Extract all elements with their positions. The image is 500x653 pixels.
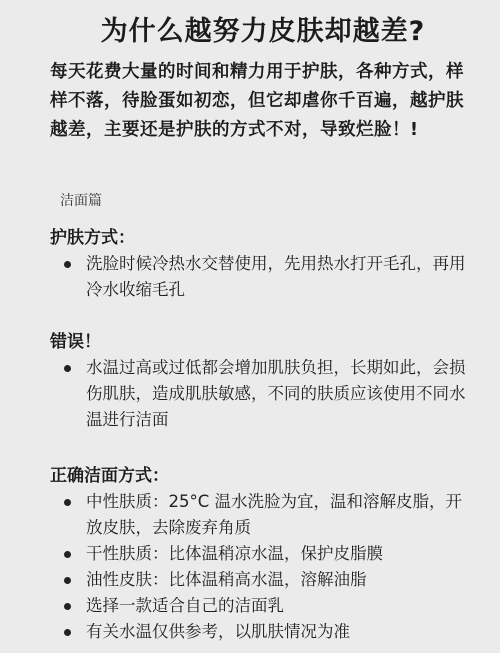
error-list — [50, 355, 476, 433]
bullet-dot-icon — [64, 577, 71, 584]
correct-heading: 正确洁面方式： — [50, 466, 169, 486]
bullet-dot-icon — [64, 603, 71, 610]
bullet-dot-icon — [64, 499, 71, 506]
bullet-dot-icon — [64, 551, 71, 558]
bullet-dot-icon — [64, 365, 71, 372]
bullet-dot-icon — [64, 629, 71, 636]
method-heading: 护肤方式： — [50, 228, 135, 248]
correct-list — [50, 489, 476, 645]
list-item-text: 干性肤质：比体温稍凉水温，保护皮脂膜 — [86, 544, 383, 563]
list-item — [50, 489, 476, 541]
list-item-text: 选择一款适合自己的洁面乳 — [86, 596, 284, 615]
list-item — [50, 355, 476, 433]
list-item — [50, 541, 476, 567]
list-item — [50, 619, 476, 645]
list-item-text: 油性皮肤：比体温稍高水温，溶解油脂 — [86, 570, 367, 589]
list-item — [50, 593, 476, 619]
list-item-text: 洗脸时候冷热水交替使用，先用热水打开毛孔，再用冷水收缩毛孔 — [86, 254, 466, 299]
method-list — [50, 251, 476, 303]
list-item-text: 水温过高或过低都会增加肌肤负担，长期如此，会损伤肌肤，造成肌肤敏感，不同的肤质应该使用不同水温进行洁面 — [86, 358, 466, 429]
error-heading: 错误！ — [50, 332, 101, 352]
list-item — [50, 567, 476, 593]
intro-paragraph: 每天花费大量的时间和精力用于护肤，各种方式，样样不落，待脸蛋如初恋，但它却虐你千百遍，越护肤越差，主要还是护肤的方式不对，导致烂脸！! — [50, 62, 464, 140]
section-tag: 洁面篇 — [60, 193, 102, 209]
bullet-dot-icon — [64, 261, 71, 268]
list-item-text: 有关水温仅供参考，以肌肤情况为准 — [86, 622, 350, 641]
list-item — [50, 251, 476, 303]
article-title: 为什么越努力皮肤却越差? — [100, 16, 426, 47]
list-item-text: 中性肤质：25°C 温水洗脸为宜，温和溶解皮脂，开放皮肤，去除废弃角质 — [86, 492, 463, 537]
